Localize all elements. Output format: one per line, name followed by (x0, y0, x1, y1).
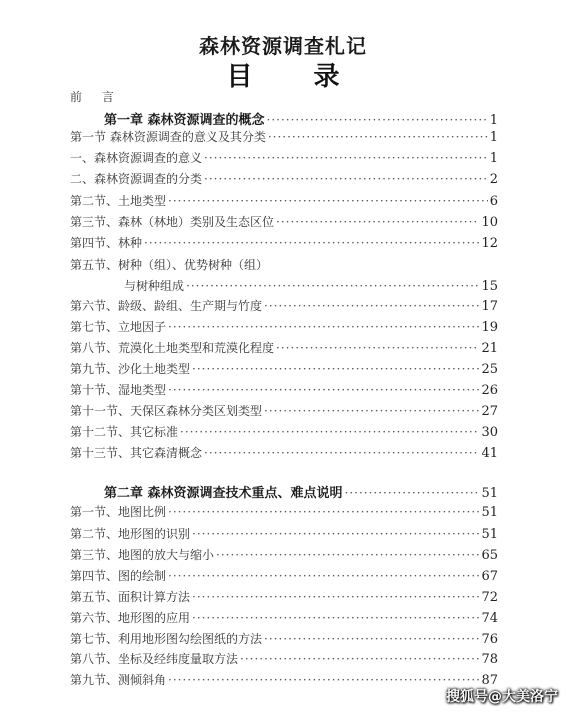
toc-leader-dots (192, 362, 479, 376)
toc-page-number: 87 (481, 673, 498, 688)
toc-entry-label: 第七节、利用地形图勾绘图纸的方法 (70, 632, 263, 646)
toc-entry-label: 第二节、土地类型 (70, 194, 167, 208)
toc-page-number: 30 (481, 425, 498, 440)
toc-entry-label: 第八节、坐标及经纬度量取方法 (70, 652, 239, 666)
toc-row (70, 444, 498, 461)
toc-row (70, 170, 498, 187)
toc-leader-dots (168, 383, 479, 397)
toc-leader-dots (168, 320, 479, 334)
toc-leader-dots (168, 505, 479, 519)
toc-leader-dots (267, 113, 488, 127)
toc-leader-dots (216, 548, 479, 562)
toc-page-number: 65 (481, 548, 498, 563)
toc-leader-dots (168, 673, 479, 687)
toc-entry-label: 第九节、测倾斜角 (70, 673, 167, 687)
preface-entry: 前 言 (70, 90, 122, 104)
toc-page-number: 26 (481, 383, 498, 398)
toc-row (70, 339, 498, 356)
toc-leader-dots (192, 527, 479, 541)
toc-row (70, 588, 498, 605)
toc-page-number: 10 (481, 215, 498, 230)
toc-leader-dots (180, 425, 479, 439)
toc-page-number: 15 (481, 279, 498, 294)
toc-leader-dots (204, 446, 479, 460)
toc-leader-dots (168, 569, 479, 583)
toc-leader-dots (204, 151, 488, 165)
toc-row (70, 567, 498, 584)
toc-entry-label: 第十节、湿地类型 (70, 383, 167, 397)
toc-leader-dots (186, 279, 479, 293)
toc-row (70, 256, 498, 273)
toc-row (70, 423, 498, 440)
toc-row (70, 402, 498, 419)
toc-page-number: 78 (481, 652, 498, 667)
toc-leader-dots (144, 236, 479, 250)
toc-row (70, 213, 498, 230)
toc-page-number: 1 (489, 130, 498, 145)
toc-page-number: 27 (481, 404, 498, 419)
toc-row (70, 630, 498, 647)
document-title: 森林资源调查札记 (199, 34, 367, 58)
toc-page-number: 41 (481, 446, 498, 461)
toc-page-number: 6 (489, 194, 498, 209)
toc-leader-dots (345, 486, 480, 500)
toc-heading: 目 录 (226, 62, 366, 92)
toc-page-number: 51 (481, 527, 498, 542)
toc-page-number: 25 (481, 362, 498, 377)
toc-leader-dots (264, 299, 479, 313)
toc-page-number: 76 (481, 632, 498, 647)
toc-leader-dots (204, 172, 488, 186)
toc-row (70, 297, 498, 314)
toc-leader-dots (276, 341, 479, 355)
toc-entry-label: 第五节、面积计算方法 (70, 590, 191, 604)
toc-row (70, 318, 498, 335)
toc-page-number: 12 (481, 236, 498, 251)
toc-row (70, 128, 498, 145)
toc-entry-label: 第五节、树种（组）、优势树种（组） (70, 258, 269, 272)
toc-row (70, 546, 498, 563)
toc-row (70, 234, 498, 251)
toc-row (70, 525, 498, 542)
toc-entry-label: 第四节、图的绘制 (70, 569, 167, 583)
toc-row (124, 277, 498, 294)
toc-entry-label: 第八节、荒漠化土地类型和荒漠化程度 (70, 341, 275, 355)
toc-entry-label: 第十三节、其它森清概念 (70, 446, 203, 460)
toc-page-number: 51 (481, 505, 498, 520)
toc-leader-dots (240, 652, 479, 666)
toc-entry-label: 与树种组成 (124, 279, 185, 293)
toc-entry-label: 第二节、地形图的识别 (70, 527, 191, 541)
toc-row (70, 609, 498, 626)
toc-page-number: 2 (489, 172, 498, 187)
toc-row (70, 650, 498, 667)
toc-page-number: 21 (481, 341, 498, 356)
toc-entry-label: 第七节、立地因子 (70, 320, 167, 334)
toc-leader-dots (168, 194, 488, 208)
toc-entry-label: 第十二节、其它标准 (70, 425, 179, 439)
toc-entry-label: 第六节、地形图的应用 (70, 611, 191, 625)
toc-entry-label: 一、森林资源调查的意义 (70, 151, 203, 165)
toc-row (70, 381, 498, 398)
toc-row (70, 149, 498, 166)
toc-leader-dots (276, 215, 479, 229)
toc-entry-label: 第一节 森林资源调查的意义及其分类 (70, 130, 266, 144)
toc-entry-label: 第四节、林种 (70, 236, 143, 250)
toc-leader-dots (192, 590, 479, 604)
toc-page-number: 1 (489, 151, 498, 166)
watermark: 搜狐号@大美洛宁 (446, 689, 558, 705)
toc-page-number: 67 (481, 569, 498, 584)
toc-leader-dots (264, 632, 479, 646)
toc-leader-dots (268, 130, 488, 144)
toc-row (70, 503, 498, 520)
toc-entry-label: 第六节、龄级、龄组、生产期与竹度 (70, 299, 263, 313)
toc-chapter-row (104, 109, 498, 128)
toc-entry-label: 二、森林资源调查的分类 (70, 172, 203, 186)
toc-entry-label: 第九节、沙化土地类型 (70, 362, 191, 376)
toc-row (70, 360, 498, 377)
toc-page-number: 17 (481, 299, 498, 314)
toc-page-number: 72 (481, 590, 498, 605)
toc-row (70, 192, 498, 209)
toc-row (70, 671, 498, 688)
toc-page-number: 1 (489, 113, 498, 128)
toc-leader-dots (192, 611, 479, 625)
toc-entry-label: 第十一节、天保区森林分类区划类型 (70, 404, 263, 418)
toc-leader-dots (264, 404, 479, 418)
toc-page-number: 19 (481, 320, 498, 335)
toc-page-number: 74 (481, 611, 498, 626)
toc-entry-label: 第三节、地图的放大与缩小 (70, 548, 215, 562)
toc-entry-label: 第二章 森林资源调查技术重点、难点说明 (104, 486, 343, 501)
toc-entry-label: 第一章 森林资源调查的概念 (104, 113, 265, 128)
toc-page-number: 51 (481, 486, 498, 501)
toc-chapter-row (104, 482, 498, 501)
toc-entry-label: 第三节、森林（林地）类别及生态区位 (70, 215, 275, 229)
toc-entry-label: 第一节、地图比例 (70, 505, 167, 519)
